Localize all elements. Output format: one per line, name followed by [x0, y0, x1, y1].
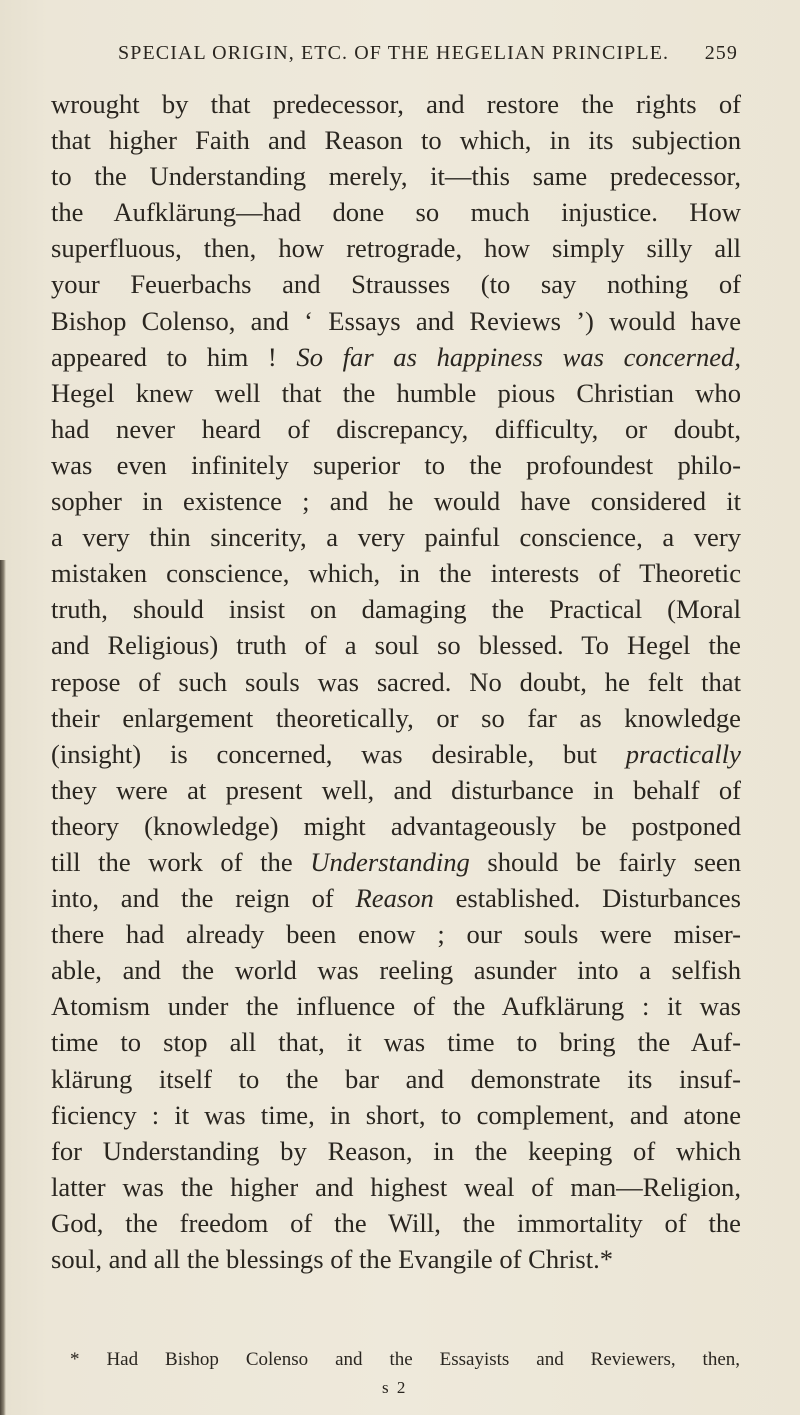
- text-line: sopher in existence ; and he would have considered it: [51, 486, 741, 517]
- text-line: till the work of the Understanding should be fairly seen: [51, 846, 741, 877]
- text-line: had never heard of discrepancy, difficulty, or doubt,: [51, 413, 741, 444]
- text-line: wrought by that predecessor, and restore the rights of: [51, 89, 741, 119]
- binding-shadow: [0, 560, 6, 1415]
- text-line: truth, should insist on damaging the Practical (Moral: [51, 594, 741, 625]
- page-number: 259: [704, 42, 738, 64]
- text-line: Atomism under the influence of the Aufklärung : it was: [51, 991, 741, 1022]
- italic-emphasis: Understanding: [310, 846, 470, 877]
- text-line: was even infinitely superior to the profoundest philo-: [51, 449, 741, 480]
- text-line: for Understanding by Reason, in the keeping of which: [51, 1135, 741, 1166]
- text-line: their enlargement theoretically, or so far as knowledge: [51, 702, 741, 733]
- body-text: [51, 86, 741, 1277]
- text-line: the Aufklärung—had done so much injustice. How: [51, 197, 741, 228]
- text-line: ficiency : it was time, in short, to complement, and atone: [51, 1099, 741, 1130]
- text-line: klärung itself to the bar and demonstrate its insuf-: [51, 1063, 741, 1094]
- text-line: Hegel knew well that the humble pious Christian who: [51, 377, 741, 408]
- footnote: * Had Bishop Colenso and the Essayists and Reviewers, then,: [70, 1349, 740, 1370]
- text-line: able, and the world was reeling asunder into a selfish: [51, 955, 741, 986]
- text-line: latter was the higher and highest weal of man—Religion,: [51, 1171, 741, 1202]
- text-line: repose of such souls was sacred. No doubt, he felt that: [51, 666, 741, 697]
- text-line: a very thin sincerity, a very painful conscience, a very: [51, 522, 741, 553]
- text-line: that higher Faith and Reason to which, in its subjection: [51, 125, 741, 156]
- text-line: to the Understanding merely, it—this same predecessor,: [51, 161, 741, 192]
- text-line: superfluous, then, how retrograde, how simply silly all: [51, 233, 741, 264]
- italic-emphasis: Reason: [355, 883, 434, 914]
- text-line: theory (knowledge) might advantageously be postponed: [51, 810, 741, 841]
- text-line: soul, and all the blessings of the Evangile of Christ.*: [51, 1244, 614, 1274]
- text-line: Bishop Colenso, and ‘ Essays and Reviews ’) would have: [51, 305, 741, 336]
- text-line: into, and the reign of Reason established. Disturbances: [51, 883, 741, 914]
- text-line: time to stop all that, it was time to bring the Auf-: [51, 1027, 741, 1058]
- italic-emphasis: So far as happiness was concerned,: [296, 341, 741, 372]
- text-line: God, the freedom of the Will, the immortality of the: [51, 1207, 741, 1238]
- text-line: appeared to him ! So far as happiness was concerned,: [51, 341, 741, 372]
- text-line: and Religious) truth of a soul so blessed. To Hegel the: [51, 630, 741, 661]
- text-line: (insight) is concerned, was desirable, but practically: [51, 738, 741, 769]
- text-line: your Feuerbachs and Strausses (to say nothing of: [51, 269, 741, 300]
- text-line: mistaken conscience, which, in the interests of Theoretic: [51, 558, 741, 589]
- signature-mark: s 2: [382, 1378, 408, 1397]
- text-line: there had already been enow ; our souls were miser-: [51, 919, 741, 950]
- page-header: [118, 42, 738, 70]
- running-title: SPECIAL ORIGIN, ETC. OF THE HEGELIAN PRINCIPLE.: [118, 42, 670, 64]
- italic-emphasis: practically: [625, 738, 741, 769]
- text-line: they were at present well, and disturbance in behalf of: [51, 774, 741, 805]
